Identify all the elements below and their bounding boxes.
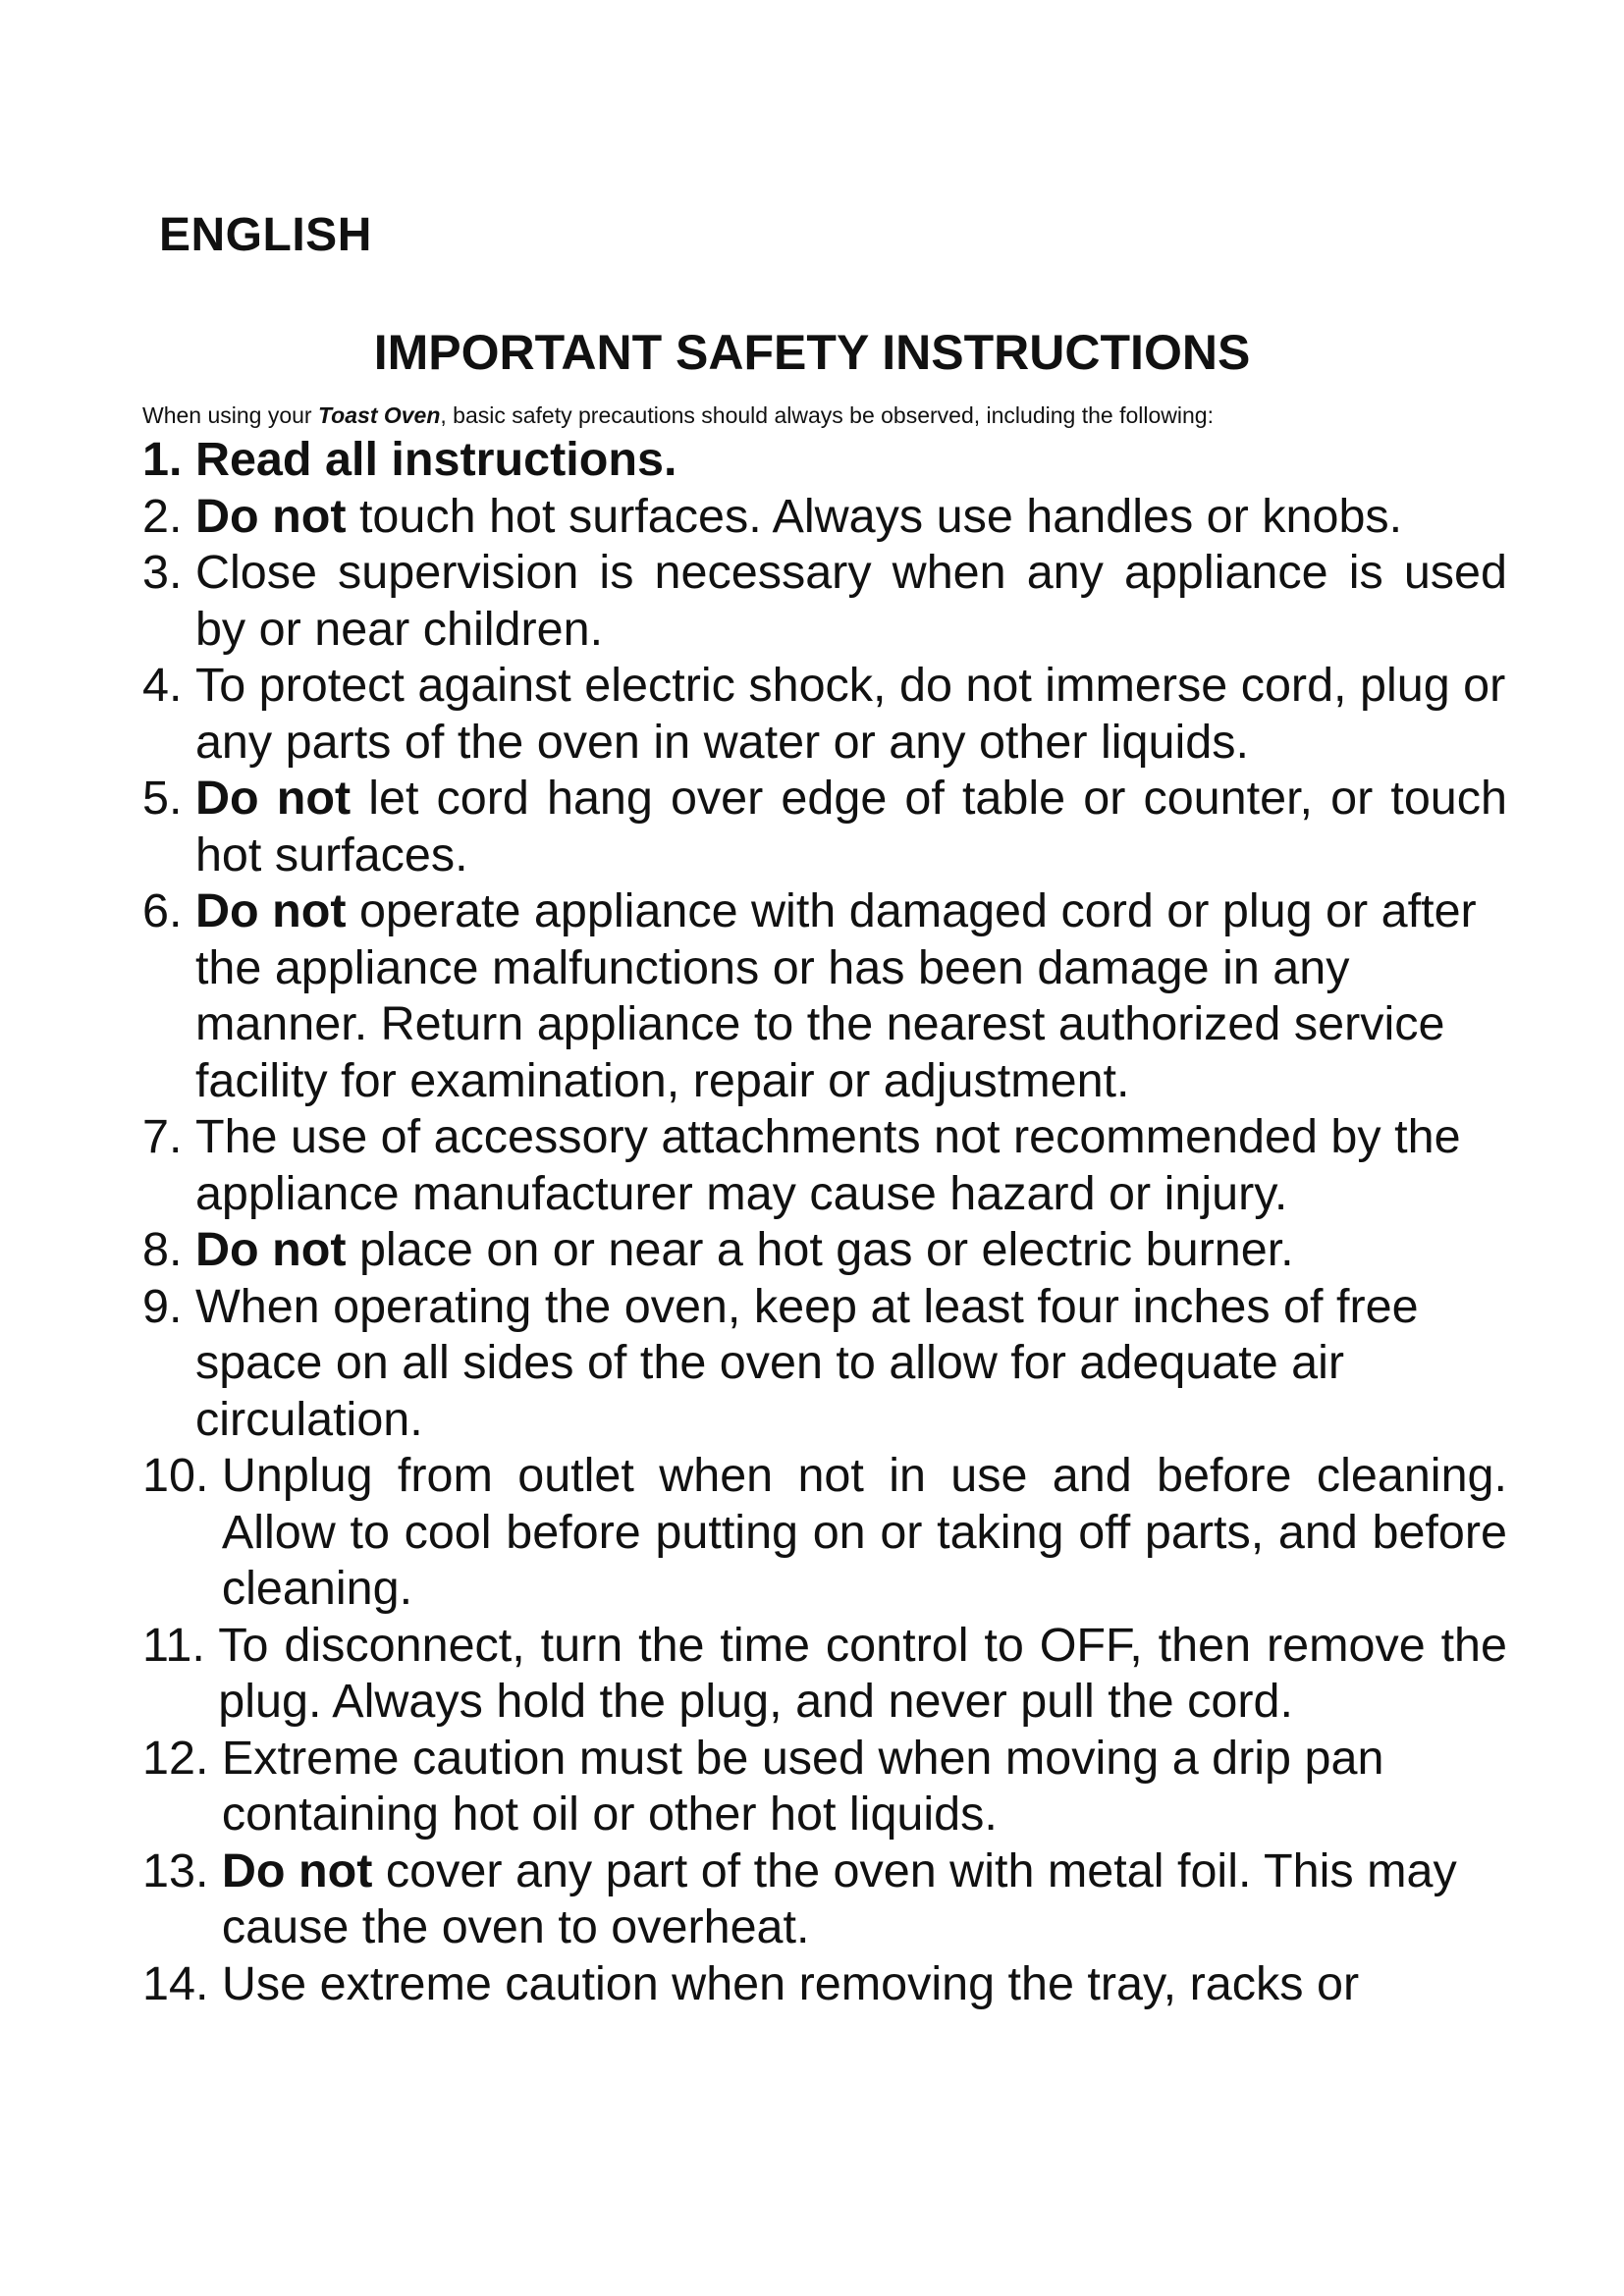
instruction-item-10 [142,1448,1507,1618]
document-title: IMPORTANT SAFETY INSTRUCTIONS [373,325,1251,380]
instruction-number: 8. [142,1223,195,1276]
instruction-item-13 [142,1843,1507,1956]
instruction-emphasis: Do not [194,489,347,543]
instruction-number: 10. [142,1449,222,1502]
instruction-number: 9. [142,1279,195,1333]
instruction-item-1 [142,432,1507,489]
instruction-number: 4. [142,659,195,712]
instruction-text: Use extreme caution when removing the tray, racks or [221,1956,1360,2010]
instruction-item-4 [142,658,1507,771]
instruction-emphasis: Do not [194,772,352,825]
instruction-item-3 [142,545,1507,658]
instruction-number: 14. [142,1956,222,2010]
instruction-item-5 [142,771,1507,883]
instruction-item-9 [142,1279,1507,1449]
instruction-number: 2. [142,489,195,543]
instruction-text: Close supervision is necessary when any appliance is used by or near children. [194,546,1507,656]
instruction-item-7 [142,1109,1507,1222]
intro-text-after: , basic safety precautions should always be observed, including the following: [440,402,1214,428]
instruction-text: Extreme caution must be used when moving a drip pan containing hot oil or other hot liquids. [221,1731,1384,1841]
instruction-text: let cord hang over edge of table or counter, or touch hot surfaces. [194,772,1507,881]
intro-text-before: When using your [142,402,318,428]
instruction-emphasis: Do not [194,1223,347,1276]
instruction-item-6 [142,883,1507,1109]
instruction-text: Unplug from outlet when not in use and before cleaning. Allow to cool before putting on or taking off parts, and before cleaning. [221,1449,1507,1615]
instruction-text: When operating the oven, keep at least four inches of free space on all sides of the oven to allow for adequate air circulation. [194,1279,1419,1446]
instruction-item-14 [142,1956,1507,2013]
instruction-text: To disconnect, turn the time control to OFF, then remove the plug. Always hold the plug, and never pull the cord. [218,1618,1507,1728]
instruction-number: 3. [142,546,195,599]
instruction-number: 13. [142,1843,222,1897]
product-name: Toast Oven [317,402,441,428]
instruction-number: 1. [142,433,195,486]
language-heading: ENGLISH [159,209,372,261]
instruction-emphasis: Do not [194,884,347,937]
instruction-item-11 [142,1618,1507,1731]
instruction-text: cover any part of the oven with metal foil. This may cause the oven to overheat. [221,1843,1457,1953]
instruction-emphasis: Do not [221,1843,373,1897]
instruction-number: 6. [142,884,195,937]
instruction-number: 7. [142,1110,195,1163]
instruction-number: 11. [142,1618,219,1672]
instruction-item-12 [142,1731,1507,1843]
instruction-text: To protect against electric shock, do not immerse cord, plug or any parts of the oven in water or any other liquids. [194,659,1506,769]
instruction-text: Read all instructions. [194,433,677,486]
instruction-text: operate appliance with damaged cord or plug or after the appliance malfunctions or has been damage in any manner. Return appliance to the nearest authorized service facility for examination, repair or adjustment. [194,884,1477,1107]
instruction-text: place on or near a hot gas or electric burner. [346,1223,1294,1276]
instruction-item-2 [142,489,1507,546]
instruction-number: 5. [142,772,195,825]
instruction-number: 12. [142,1731,222,1785]
instruction-item-8 [142,1222,1507,1279]
intro-paragraph [142,400,1517,430]
safety-instructions-list [142,432,1507,2012]
instruction-text: The use of accessory attachments not recommended by the appliance manufacturer may cause hazard or injury. [194,1110,1461,1220]
instruction-text: touch hot surfaces. Always use handles or knobs. [346,489,1403,543]
